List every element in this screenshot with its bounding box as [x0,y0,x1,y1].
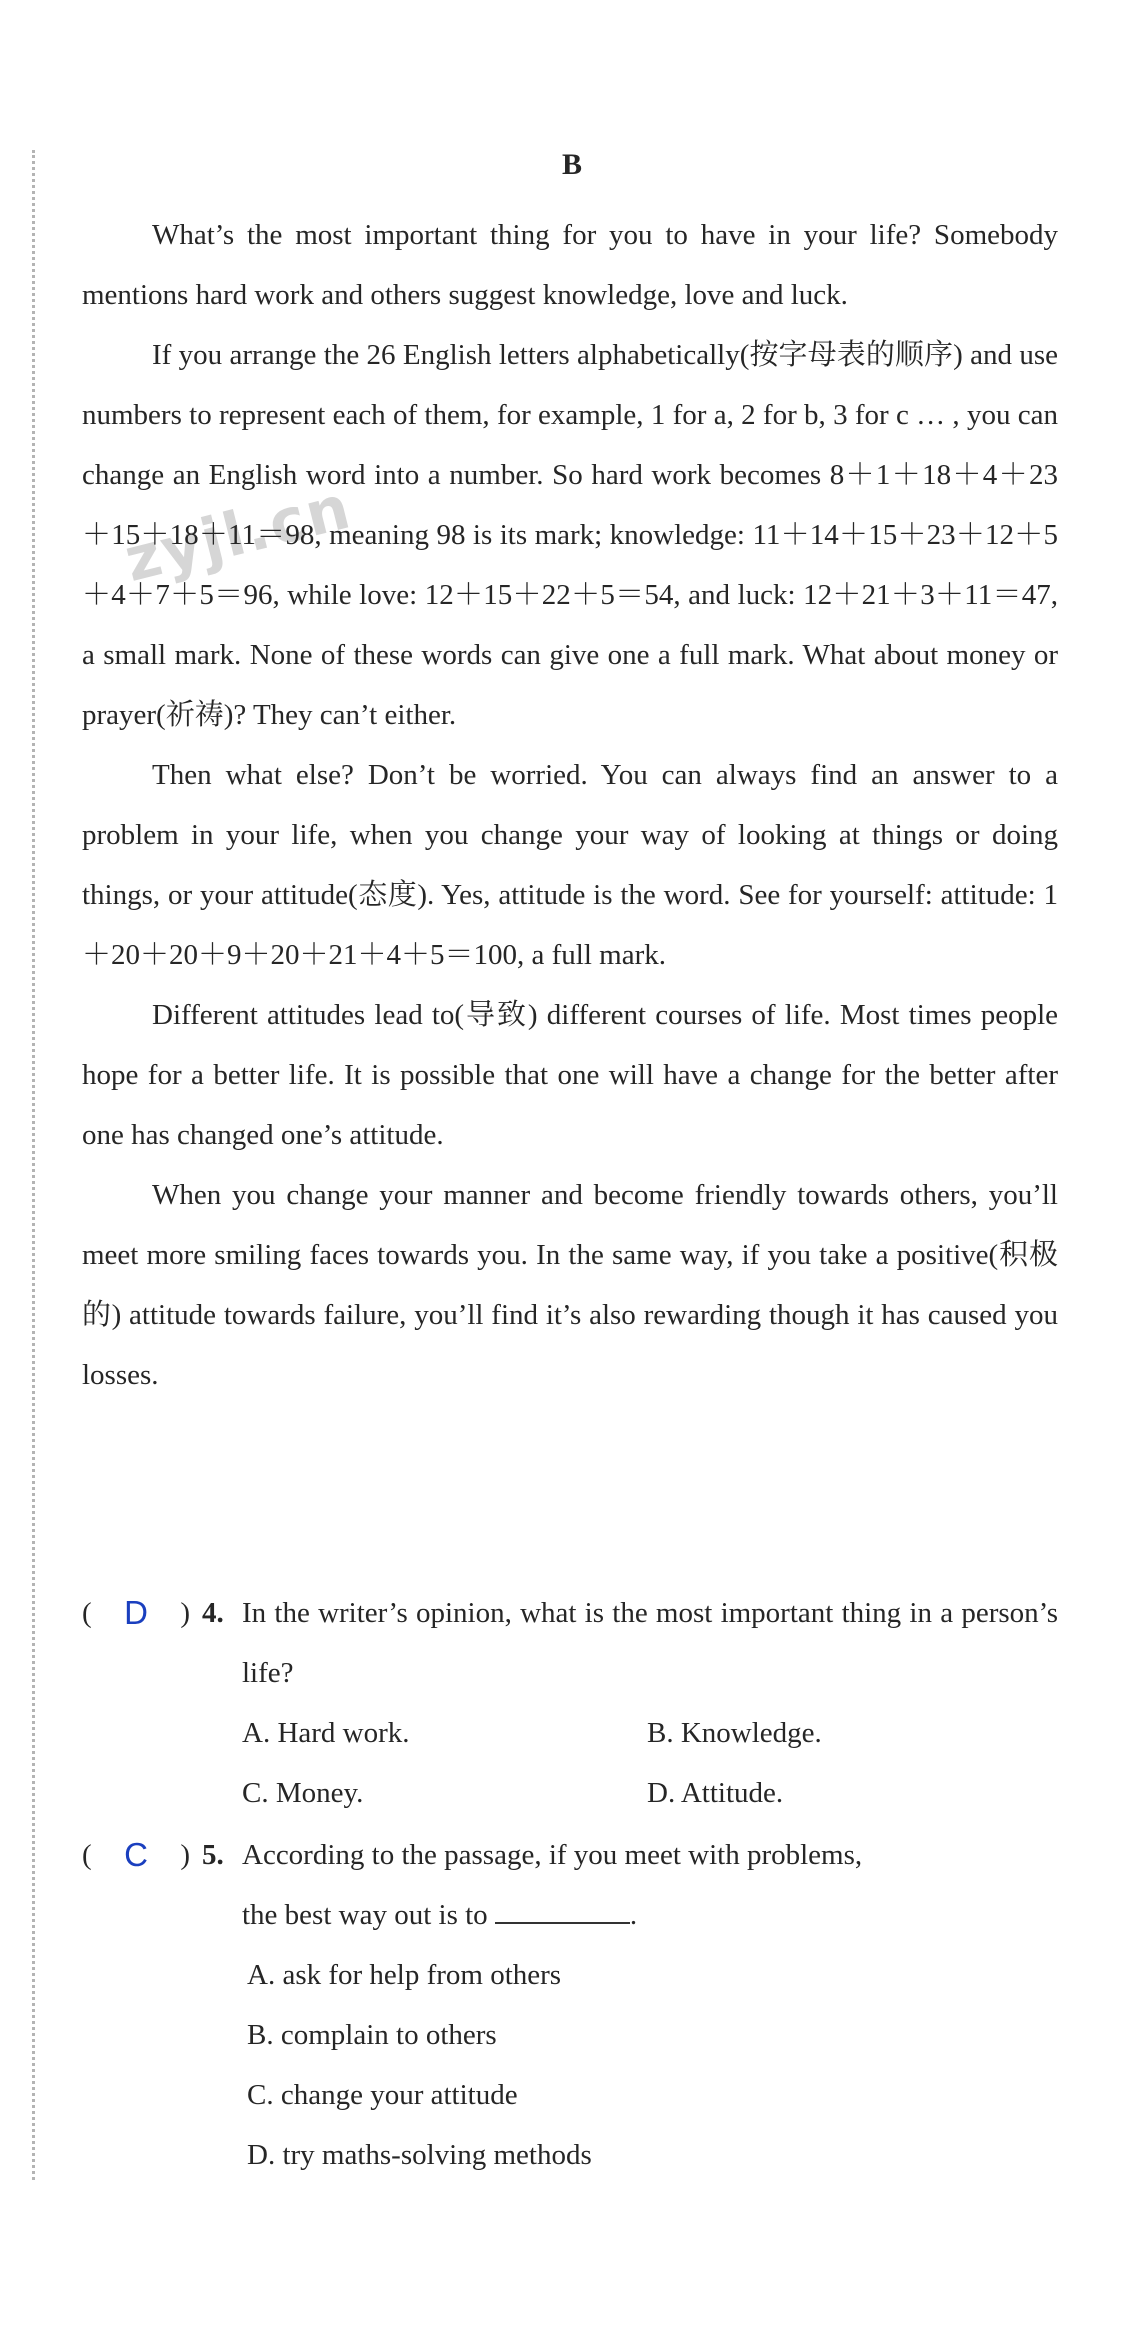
bracket-close: ) [180,1839,190,1871]
watermark: zyjl.cn [118,472,359,596]
answer-mark: D [124,1594,148,1631]
reading-passage [82,205,1058,1405]
passage-paragraph: If you arrange the 26 English letters alphabetically(按字母表的顺序) and use numbers to represent each of them, for example, 1 for a, 2 for b, 3 for c … , you can change an English word into a number. So hard work becomes 8＋1＋18＋4＋23＋15＋18＋11＝98, meaning 98 is its mark; knowledge: 11＋14＋15＋23＋12＋5＋4＋7＋5＝96, while love: 12＋15＋22＋5＝54, and luck: 12＋21＋3＋11＝47, a small mark. None of these words can give one a full mark. What about money or prayer(祈祷)? They can’t either. [82,339,1058,731]
option-b: B. Knowledge. [647,1717,822,1749]
bracket-close: ) [180,1597,190,1629]
question-stem: According to the passage, if you meet with problems, [242,1839,863,1871]
answer-mark: C [124,1836,148,1873]
question-stem-block [82,1825,1058,1885]
passage-paragraph: When you change your manner and become friendly towards others, you’ll meet more smiling faces towards you. In the same way, if you take a positive(积极的) attitude towards failure, you’ll find it’s also rewarding though it has caused you losses. [82,1179,1058,1391]
bracket-open: ( [82,1597,92,1629]
options [82,1945,1058,2185]
options [82,1703,1058,1823]
answer-bracket [82,1583,190,1643]
question-number: 5. [202,1839,224,1871]
option-c: C. change your attitude [247,2079,518,2111]
option-b: B. complain to others [247,2019,497,2051]
binding-margin-line [32,150,35,2180]
bracket-open: ( [82,1839,92,1871]
passage-paragraph: What’s the most important thing for you to have in your life? Somebody mentions hard work and others suggest knowledge, love and luck. [82,219,1058,311]
option-d: D. try maths-solving methods [247,2139,592,2171]
question-5 [82,1825,1058,2185]
answer-blank [495,1892,630,1924]
option-a: A. ask for help from others [247,1959,562,1991]
section-title: B [561,148,582,181]
passage-paragraph: Then what else? Don’t be worried. You can always find an answer to a problem in your life, when you change your way of looking at things or doing things, or your attitude(态度). Yes, attitude is the word. See for yourself: attitude: 1＋20＋20＋9＋20＋21＋4＋5＝100, a full mark. [82,759,1058,971]
question-stem-cont: the best way out is to [242,1899,488,1931]
option-a: A. Hard work. [242,1717,410,1749]
question-stem-block [82,1583,1058,1703]
option-c: C. Money. [242,1777,364,1809]
question-4 [82,1583,1058,1823]
answer-bracket [82,1825,190,1885]
question-stem-continuation [82,1885,1058,1945]
option-d: D. Attitude. [647,1777,784,1809]
passage-paragraph: Different attitudes lead to(导致) different courses of life. Most times people hope for a better life. It is possible that one will have a change for the better after one has changed one’s attitude. [82,999,1058,1151]
question-stem-end: . [629,1899,638,1931]
question-number: 4. [202,1597,224,1629]
question-stem: In the writer’s opinion, what is the most important thing in a person’s life? [242,1597,1058,1689]
